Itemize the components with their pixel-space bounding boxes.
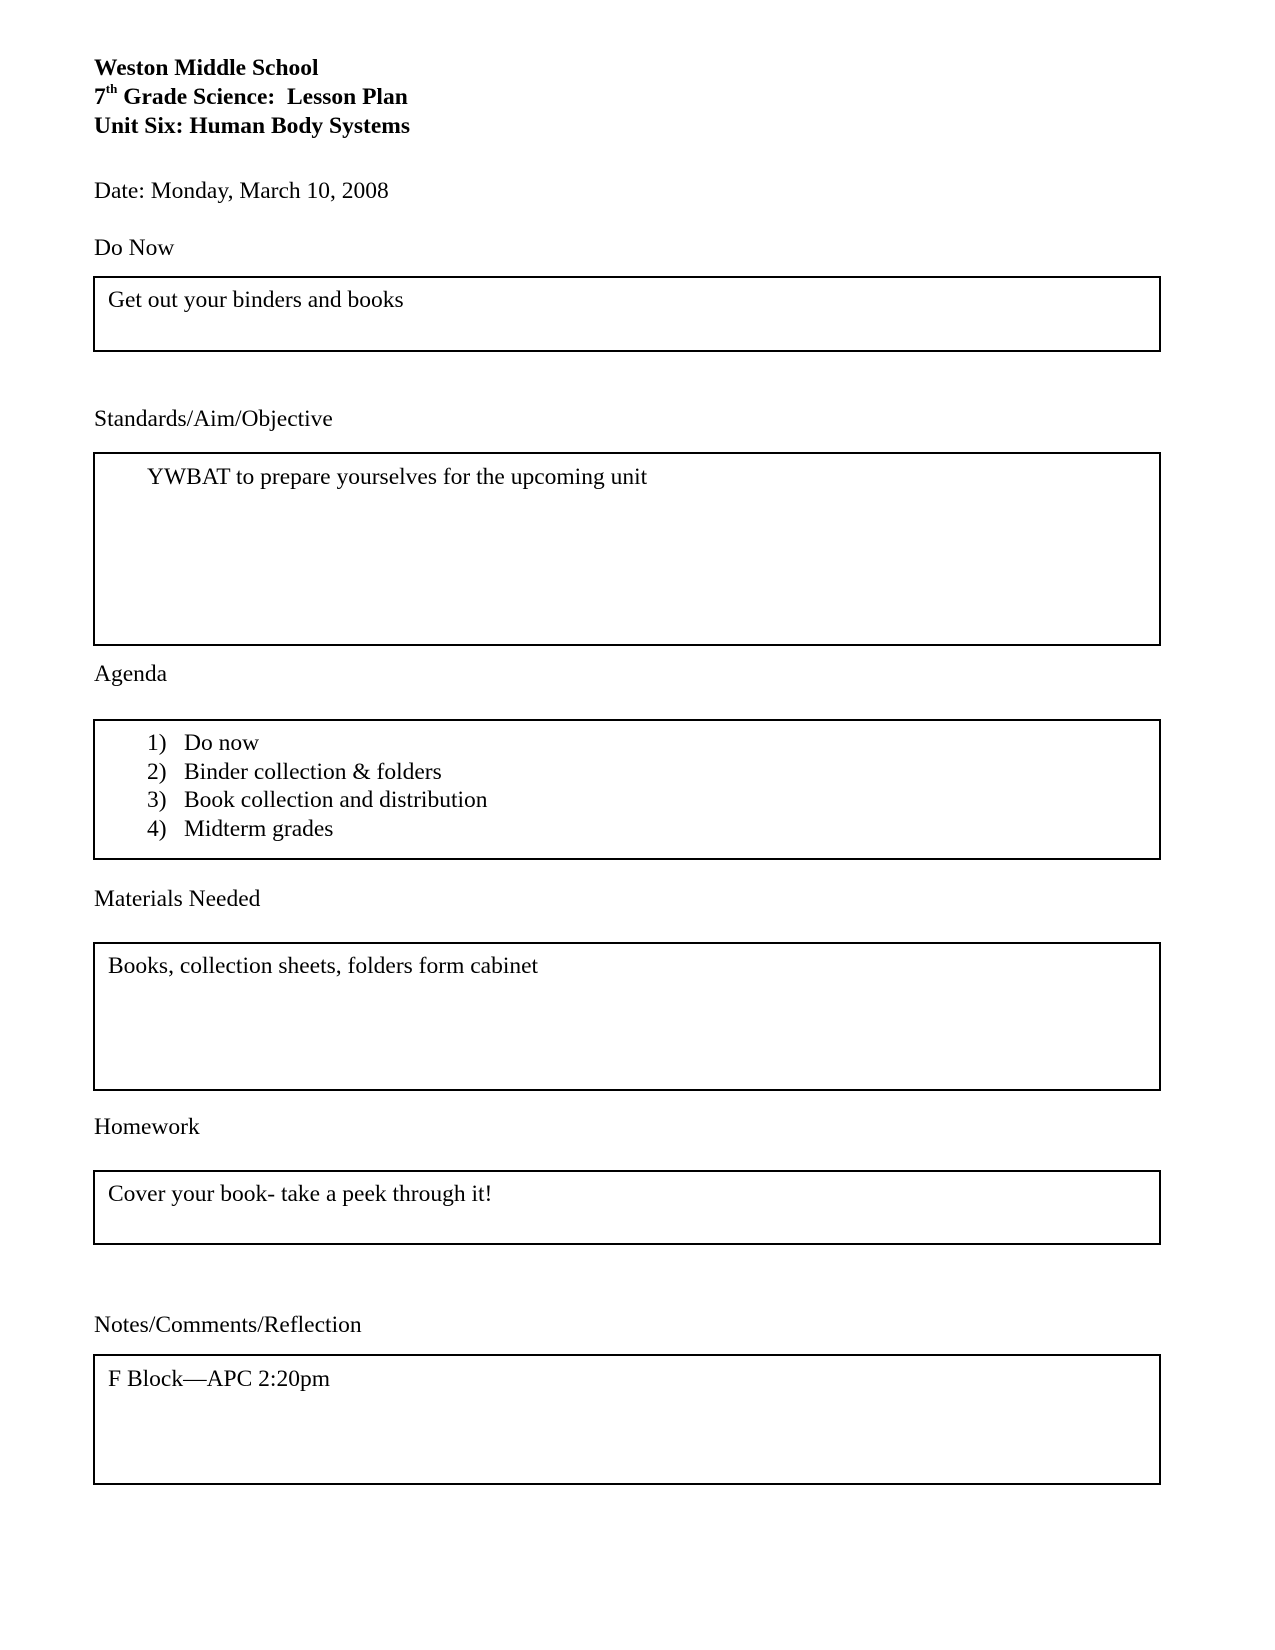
notes-box [93,1354,1161,1485]
school-name: Weston Middle School [94,55,319,81]
agenda-list [147,729,488,843]
agenda-item-number: 2) [147,758,167,785]
do-now-content: Get out your binders and books [108,287,404,313]
lesson-date: Date: Monday, March 10, 2008 [94,178,389,204]
agenda-box [93,719,1161,860]
agenda-item [147,758,488,787]
homework-content: Cover your book- take a peek through it! [108,1181,493,1207]
do-now-box [93,276,1161,352]
materials-box [93,942,1161,1091]
homework-label: Homework [94,1114,200,1140]
grade-number: 7 [94,84,106,110]
document-header [94,54,410,141]
standards-content: YWBAT to prepare yourselves for the upcoming unit [147,464,648,490]
agenda-item [147,729,488,758]
notes-content: F Block—APC 2:20pm [108,1366,330,1392]
agenda-item-number: 4) [147,815,167,842]
materials-content: Books, collection sheets, folders form cabinet [108,953,539,979]
homework-box [93,1170,1161,1245]
agenda-item-text: Book collection and distribution [184,787,488,813]
notes-label: Notes/Comments/Reflection [94,1312,362,1338]
agenda-item-text: Do now [184,730,260,756]
grade-suffix: th [105,81,118,97]
agenda-item-text: Midterm grades [184,815,334,842]
agenda-label: Agenda [94,661,168,687]
course-title [94,83,410,112]
agenda-item-number: 1) [147,730,167,756]
unit-title: Unit Six: Human Body Systems [94,113,410,139]
standards-box [93,452,1161,646]
standards-label: Standards/Aim/Objective [94,406,333,432]
agenda-item-number: 3) [147,787,167,813]
course-title-rest: Grade Science: Lesson Plan [117,84,408,110]
agenda-item [147,815,488,844]
do-now-label: Do Now [94,235,175,261]
agenda-item-text: Binder collection & folders [184,758,442,785]
materials-label: Materials Needed [94,886,261,912]
agenda-item [147,786,488,815]
